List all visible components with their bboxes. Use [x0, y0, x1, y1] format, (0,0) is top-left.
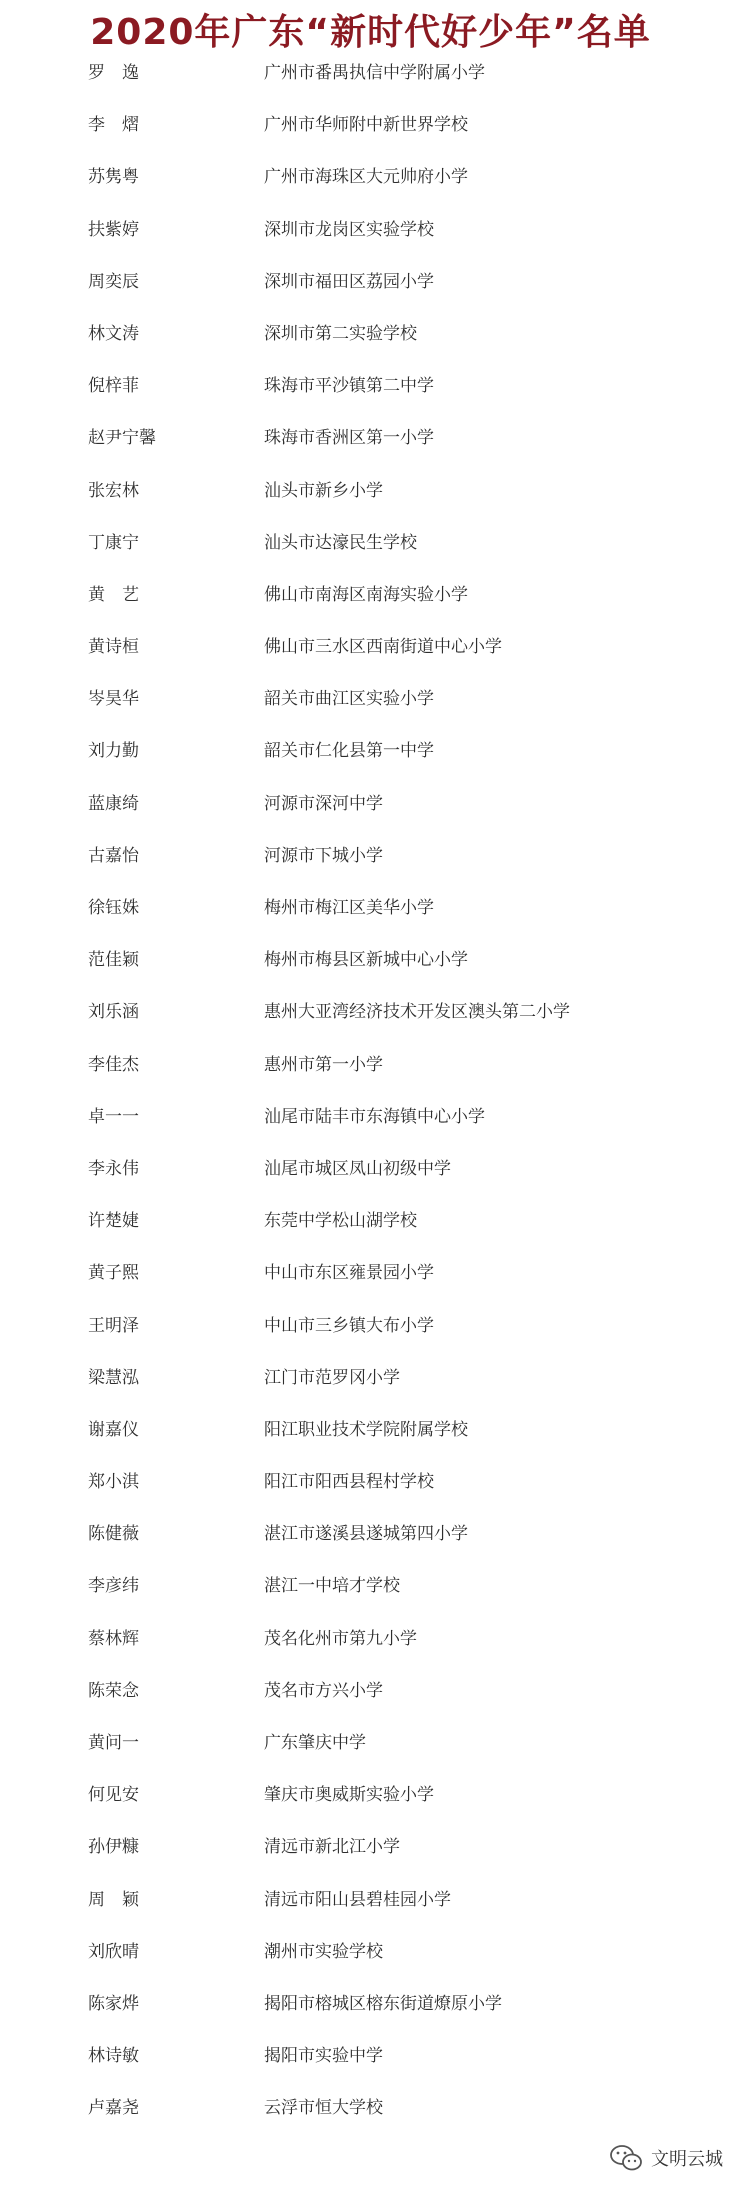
school-name: 深圳市福田区荔园小学 [264, 271, 434, 292]
list-item [0, 426, 741, 478]
list-item [0, 1470, 741, 1522]
list-item [0, 1679, 741, 1731]
school-name: 茂名化州市第九小学 [264, 1628, 417, 1649]
student-name: 罗 逸 [88, 63, 139, 83]
school-name: 河源市下城小学 [264, 845, 383, 866]
student-name: 梁慧泓 [88, 1367, 139, 1388]
student-name: 刘欣晴 [88, 1941, 139, 1962]
list-item [0, 1053, 741, 1105]
list-item [0, 739, 741, 791]
list-item [0, 1835, 741, 1887]
student-name: 王明泽 [88, 1315, 139, 1336]
list-item [0, 1209, 741, 1261]
list-item [0, 1940, 741, 1992]
list-item [0, 583, 741, 635]
student-name: 林文涛 [88, 323, 139, 344]
list-item [0, 635, 741, 687]
student-name: 刘力勤 [88, 741, 139, 762]
list-item [0, 1000, 741, 1052]
student-name: 岑昊华 [88, 689, 139, 710]
list-item [0, 322, 741, 374]
list-item [0, 531, 741, 583]
list-item [0, 61, 741, 113]
school-name: 揭阳市实验中学 [264, 2046, 383, 2067]
school-name: 广州市华师附中新世界学校 [264, 115, 468, 136]
school-name: 佛山市南海区南海实验小学 [264, 584, 468, 605]
school-name: 河源市深河中学 [264, 793, 383, 814]
student-name: 苏隽粤 [88, 167, 139, 188]
student-name: 黄问一 [88, 1733, 139, 1753]
list-item [0, 1888, 741, 1940]
student-name: 卢嘉尧 [88, 2098, 139, 2119]
student-name: 李永伟 [88, 1158, 139, 1179]
student-name: 黄 艺 [88, 584, 139, 605]
student-name: 李彦纬 [88, 1576, 139, 1597]
school-name: 湛江市遂溪县遂城第四小学 [264, 1524, 468, 1545]
school-name: 梅州市梅县区新城中心小学 [264, 950, 468, 971]
student-name: 蓝康绮 [88, 793, 139, 814]
student-name: 卓一一 [88, 1106, 139, 1127]
school-name: 茂名市方兴小学 [264, 1680, 383, 1701]
list-item [0, 1574, 741, 1626]
student-name: 蔡林辉 [88, 1628, 139, 1649]
school-name: 广州市海珠区大元帅府小学 [264, 167, 468, 188]
list-item [0, 1731, 741, 1783]
school-name: 韶关市曲江区实验小学 [264, 689, 434, 710]
school-name: 珠海市香洲区第一小学 [264, 428, 434, 449]
school-name: 中山市东区雍景园小学 [264, 1263, 434, 1284]
student-name: 陈荣念 [88, 1680, 139, 1701]
student-name: 谢嘉仪 [88, 1419, 139, 1440]
student-name: 张宏林 [88, 480, 139, 501]
list-item [0, 1366, 741, 1418]
list-item [0, 687, 741, 739]
student-name: 徐钰姝 [88, 898, 139, 918]
list-item [0, 844, 741, 896]
student-name: 古嘉怡 [88, 845, 139, 866]
list-item [0, 165, 741, 217]
school-name: 广州市番禺执信中学附属小学 [264, 63, 485, 83]
student-name: 倪梓菲 [88, 376, 139, 397]
student-name: 丁康宁 [88, 532, 139, 553]
list-item [0, 374, 741, 426]
list-item [0, 113, 741, 165]
watermark-text: 文明云城 [651, 2149, 723, 2170]
list-item [0, 2044, 741, 2096]
student-name: 陈家烨 [88, 1993, 139, 2014]
student-name: 孙伊糠 [88, 1837, 139, 1858]
student-name: 许楚婕 [88, 1211, 139, 1232]
school-name: 清远市新北江小学 [264, 1837, 400, 1858]
school-name: 肇庆市奥威斯实验小学 [264, 1785, 434, 1806]
student-name: 陈健薇 [88, 1524, 139, 1545]
list-item [0, 1261, 741, 1313]
school-name: 江门市范罗冈小学 [264, 1367, 400, 1388]
school-name: 清远市阳山县碧桂园小学 [264, 1889, 451, 1910]
list-item [0, 1418, 741, 1470]
list-item [0, 1314, 741, 1366]
student-name: 李 熠 [88, 115, 139, 136]
student-name: 李佳杰 [88, 1054, 139, 1075]
list-item [0, 1783, 741, 1835]
student-name: 赵尹宁馨 [88, 428, 156, 449]
school-name: 汕尾市城区凤山初级中学 [264, 1158, 451, 1179]
list-item [0, 792, 741, 844]
school-name: 汕头市达濠民生学校 [264, 532, 417, 553]
school-name: 揭阳市榕城区榕东街道燎原小学 [264, 1993, 502, 2014]
page-title: 2020年广东“新时代好少年”名单 [90, 12, 651, 53]
student-name: 何见安 [88, 1785, 139, 1806]
school-name: 汕头市新乡小学 [264, 480, 383, 501]
list-item [0, 1627, 741, 1679]
student-name: 林诗敏 [88, 2046, 139, 2067]
student-name: 周奕辰 [88, 271, 139, 292]
school-name: 阳江市阳西县程村学校 [264, 1472, 434, 1493]
school-name: 汕尾市陆丰市东海镇中心小学 [264, 1106, 485, 1127]
school-name: 阳江职业技术学院附属学校 [264, 1419, 468, 1440]
school-name: 东莞中学松山湖学校 [264, 1211, 417, 1232]
list-item [0, 2096, 741, 2148]
student-name: 黄子熙 [88, 1263, 139, 1284]
school-name: 梅州市梅江区美华小学 [264, 898, 434, 918]
school-name: 惠州市第一小学 [264, 1054, 383, 1075]
school-name: 佛山市三水区西南街道中心小学 [264, 637, 502, 658]
school-name: 湛江一中培才学校 [264, 1576, 400, 1597]
student-name: 扶紫婷 [88, 219, 139, 240]
winner-list [0, 61, 741, 2149]
school-name: 云浮市恒大学校 [264, 2098, 383, 2119]
watermark [609, 2144, 723, 2172]
student-name: 周 颖 [88, 1889, 139, 1910]
wechat-official-account-icon [609, 2144, 643, 2172]
school-name: 惠州大亚湾经济技术开发区澳头第二小学 [264, 1002, 570, 1023]
school-name: 广东肇庆中学 [264, 1733, 366, 1753]
student-name: 郑小淇 [88, 1472, 139, 1493]
list-item [0, 479, 741, 531]
list-item [0, 948, 741, 1000]
student-name: 刘乐涵 [88, 1002, 139, 1023]
list-item [0, 1522, 741, 1574]
school-name: 深圳市龙岗区实验学校 [264, 219, 434, 240]
student-name: 范佳颖 [88, 950, 139, 971]
student-name: 黄诗桓 [88, 637, 139, 658]
school-name: 韶关市仁化县第一中学 [264, 741, 434, 762]
list-item [0, 218, 741, 270]
list-item [0, 896, 741, 948]
list-item [0, 1105, 741, 1157]
list-item [0, 1992, 741, 2044]
school-name: 深圳市第二实验学校 [264, 323, 417, 344]
school-name: 中山市三乡镇大布小学 [264, 1315, 434, 1336]
list-item [0, 270, 741, 322]
school-name: 潮州市实验学校 [264, 1941, 383, 1962]
school-name: 珠海市平沙镇第二中学 [264, 376, 434, 397]
list-item [0, 1157, 741, 1209]
